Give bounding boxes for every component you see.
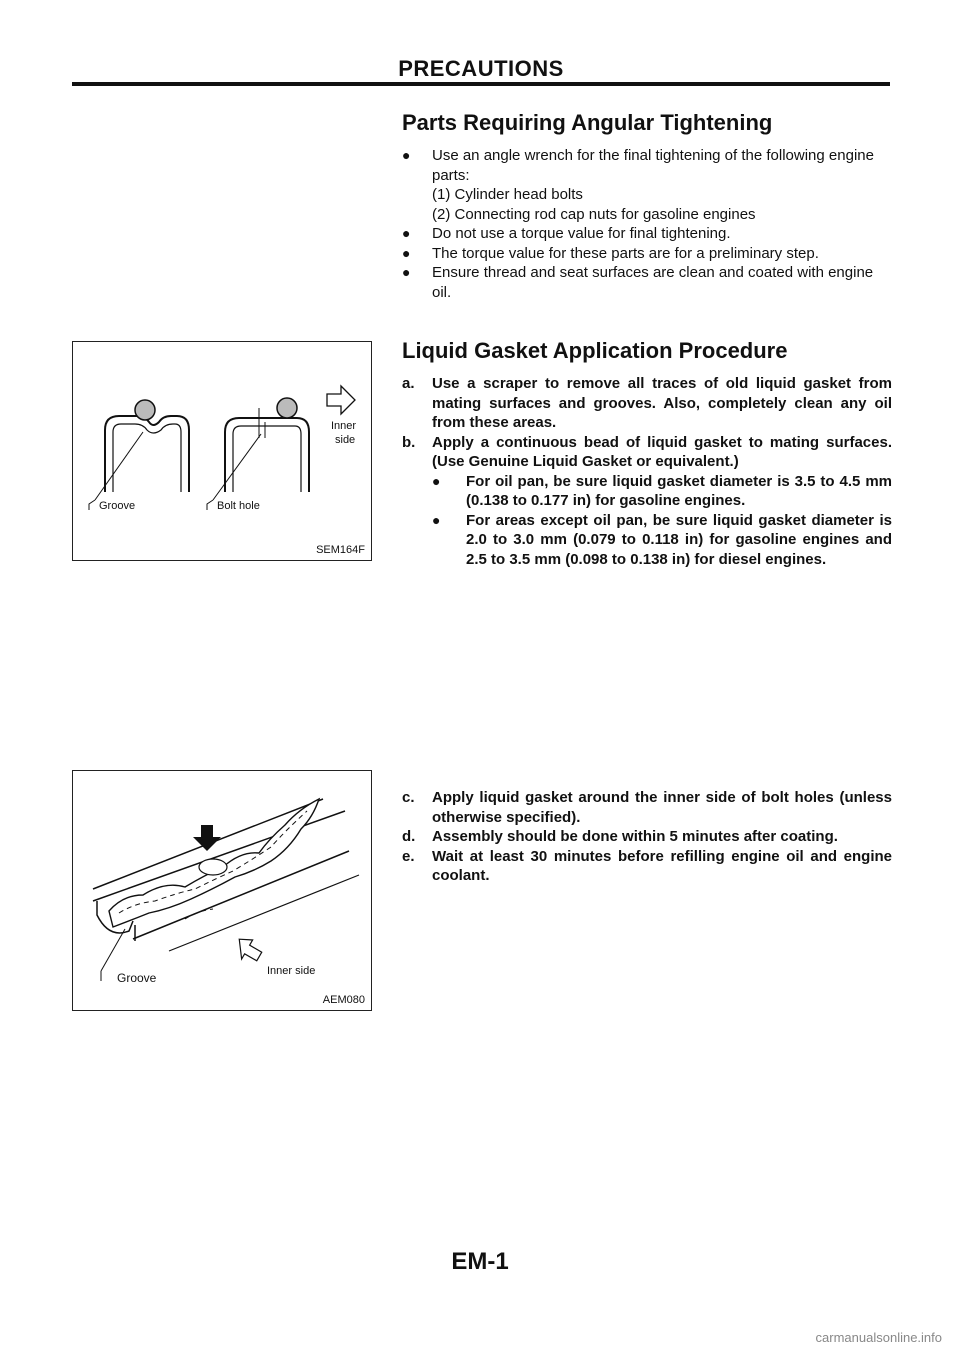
label-side: side (335, 434, 356, 446)
sub-list-item (432, 472, 892, 511)
sub-item-text: For oil pan, be sure liquid gasket diameter is 3.5 to 4.5 mm (0.138 to 0.177 in) for gasoline engines. (466, 472, 892, 509)
list-item-text: Assembly should be done within 5 minutes after coating. (432, 828, 838, 845)
bullet-dot-icon: ● (402, 244, 411, 261)
label-inner-side: Inner side (267, 965, 316, 977)
item-label: d. (402, 828, 416, 845)
bullet-list (402, 146, 892, 302)
figure-code: AEM080 (322, 994, 365, 1006)
list-item (402, 146, 892, 224)
item-label: c. (402, 789, 415, 806)
bullet-dot-icon: ● (402, 147, 411, 163)
item-label: b. (402, 433, 416, 451)
list-item (402, 224, 892, 244)
label-bolt-hole: Bolt hole (217, 500, 260, 512)
list-item (402, 433, 892, 570)
item-label: a. (402, 375, 415, 392)
section-liquid-gasket-cont (402, 788, 892, 886)
sub-list (432, 472, 892, 570)
list-item-text: Use an angle wrench for the final tightening of the following engine parts: (432, 147, 874, 184)
list-item-text: Ensure thread and seat surfaces are clean and coated with engine oil. (432, 264, 874, 301)
list-item-text: Apply a continuous bead of liquid gasket to mating surfaces. (Use Genuine Liquid Gasket or equivalent.) (432, 433, 892, 470)
figure-groove-bolt-hole (72, 341, 372, 561)
list-item (402, 788, 892, 827)
groove-diagram (73, 342, 371, 560)
section-angular-tightening (402, 110, 892, 302)
section-title: Parts Requiring Angular Tightening (402, 110, 773, 135)
list-item-text: Do not use a torque value for final tightening. (432, 225, 731, 242)
solid-down-arrow-icon (193, 825, 221, 851)
sub-item-text: (1) Cylinder head bolts (432, 186, 583, 203)
bullet-dot-icon: ● (432, 511, 441, 528)
bullet-dot-icon: ● (402, 225, 411, 241)
header-rule (72, 82, 890, 86)
item-label: e. (402, 847, 415, 865)
header-title: PRECAUTIONS (398, 56, 564, 81)
outline-arrow-icon (231, 934, 265, 966)
list-item (402, 374, 892, 433)
page-header (72, 56, 890, 82)
list-item-text: Use a scraper to remove all traces of old liquid gasket from mating surfaces and grooves. Also, completely clean any oil from these areas. (432, 375, 892, 431)
label-inner: Inner (331, 420, 357, 432)
list-item-text: Wait at least 30 minutes before refilling engine oil and engine coolant. (432, 847, 892, 884)
list-item (402, 263, 892, 302)
procedure-list (402, 374, 892, 569)
section-liquid-gasket (402, 338, 892, 569)
page-number: EM-1 (451, 1248, 509, 1275)
outline-arrow-icon (327, 386, 355, 414)
list-item (402, 244, 892, 264)
label-groove: Groove (117, 971, 157, 985)
label-groove: Groove (99, 500, 136, 512)
sub-item-text: For areas except oil pan, be sure liquid gasket diameter is 2.0 to 3.0 mm (0.079 to 0.118 in) for gasoline engines and 2.5 to 3.5 mm (0.098 to 0.138 in) for diesel engines. (466, 511, 892, 568)
list-item-text: Apply liquid gasket around the inner side of bolt holes (unless otherwise specified). (432, 789, 892, 826)
watermark: carmanualsonline.info (815, 1330, 942, 1345)
list-item (402, 827, 892, 847)
procedure-list (402, 788, 892, 886)
bullet-dot-icon: ● (402, 264, 411, 280)
sub-list-item (432, 511, 892, 570)
figure-code: SEM164F (316, 544, 365, 556)
bullet-dot-icon: ● (432, 472, 441, 489)
section-title: Liquid Gasket Application Procedure (402, 338, 788, 363)
list-item-text: The torque value for these parts are for a preliminary step. (432, 244, 819, 262)
figure-gasket-bead (72, 770, 372, 1011)
list-item (402, 847, 892, 886)
sub-item-text: (2) Connecting rod cap nuts for gasoline engines (432, 205, 756, 223)
